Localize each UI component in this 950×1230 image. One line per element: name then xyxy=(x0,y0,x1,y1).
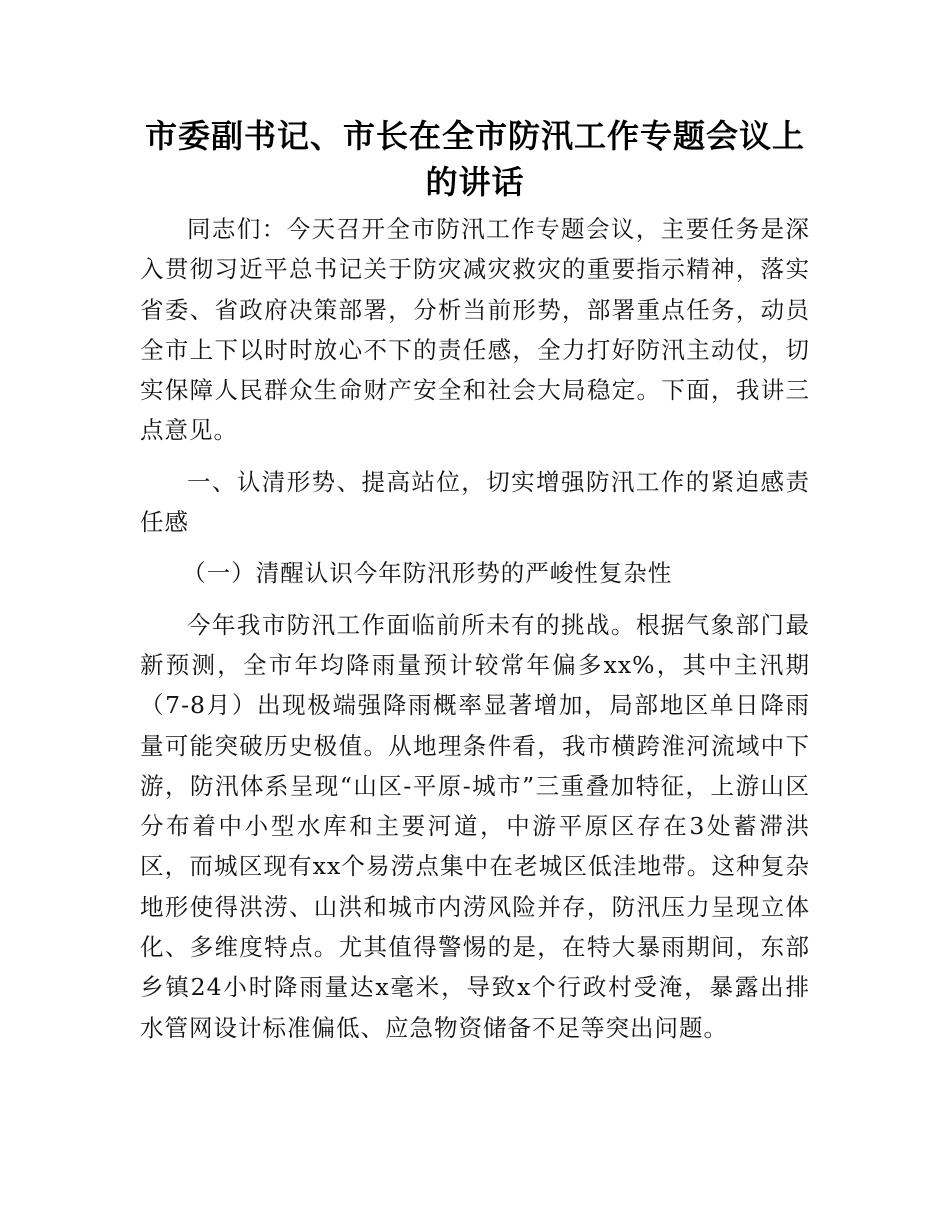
title-line-1: 市委副书记、市长在全市防汛工作专题会议上 xyxy=(144,117,805,155)
paragraph-spacing xyxy=(140,451,810,462)
paragraph-spacing xyxy=(140,542,810,553)
body-paragraph: 今年我市防汛工作面临前所未有的挑战。根据气象部门最新预测，全市年均降雨量预计较常年偏多xx%，其中主汛期（7-8月）出现极端强降雨概率显著增加，局部地区单日降雨量可能突破历史极值。从地理条件看，我市横跨淮河流域中下游，防汛体系呈现“山区-平原-城市”三重叠加特征，上游山区分布着中小型水库和主要河道，中游平原区存在3处蓄滞洪区，而城区现有xx个易涝点集中在老城区低洼地带。这种复杂地形使得洪涝、山洪和城市内涝风险并存，防汛压力呈现立体化、多维度特点。尤其值得警惕的是，在特大暴雨期间，东部乡镇24小时降雨量达x毫米，导致x个行政村受淹，暴露出排水管网设计标准偏低、应急物资储备不足等突出问题。 xyxy=(140,610,810,1042)
opening-paragraph: 同志们：今天召开全市防汛工作专题会议，主要任务是深入贯彻习近平总书记关于防灾减灾救灾的重要指示精神，落实省委、省政府决策部署，分析当前形势，部署重点任务，动员全市上下以时时放心不下的责任感，全力打好防汛主动仗，切实保障人民群众生命财产安全和社会大局稳定。下面，我讲三点意见。 xyxy=(140,215,810,445)
paragraph-spacing xyxy=(140,594,810,605)
title-line-2: 的讲话 xyxy=(425,163,525,201)
document-body xyxy=(140,113,810,1048)
subsection-heading-1: （一）清醒认识今年防汛形势的严峻性复杂性 xyxy=(182,559,673,588)
section-heading-1: 一、认清形势、提高站位，切实增强防汛工作的紧迫感责任感 xyxy=(140,467,810,537)
document-title xyxy=(140,113,810,205)
